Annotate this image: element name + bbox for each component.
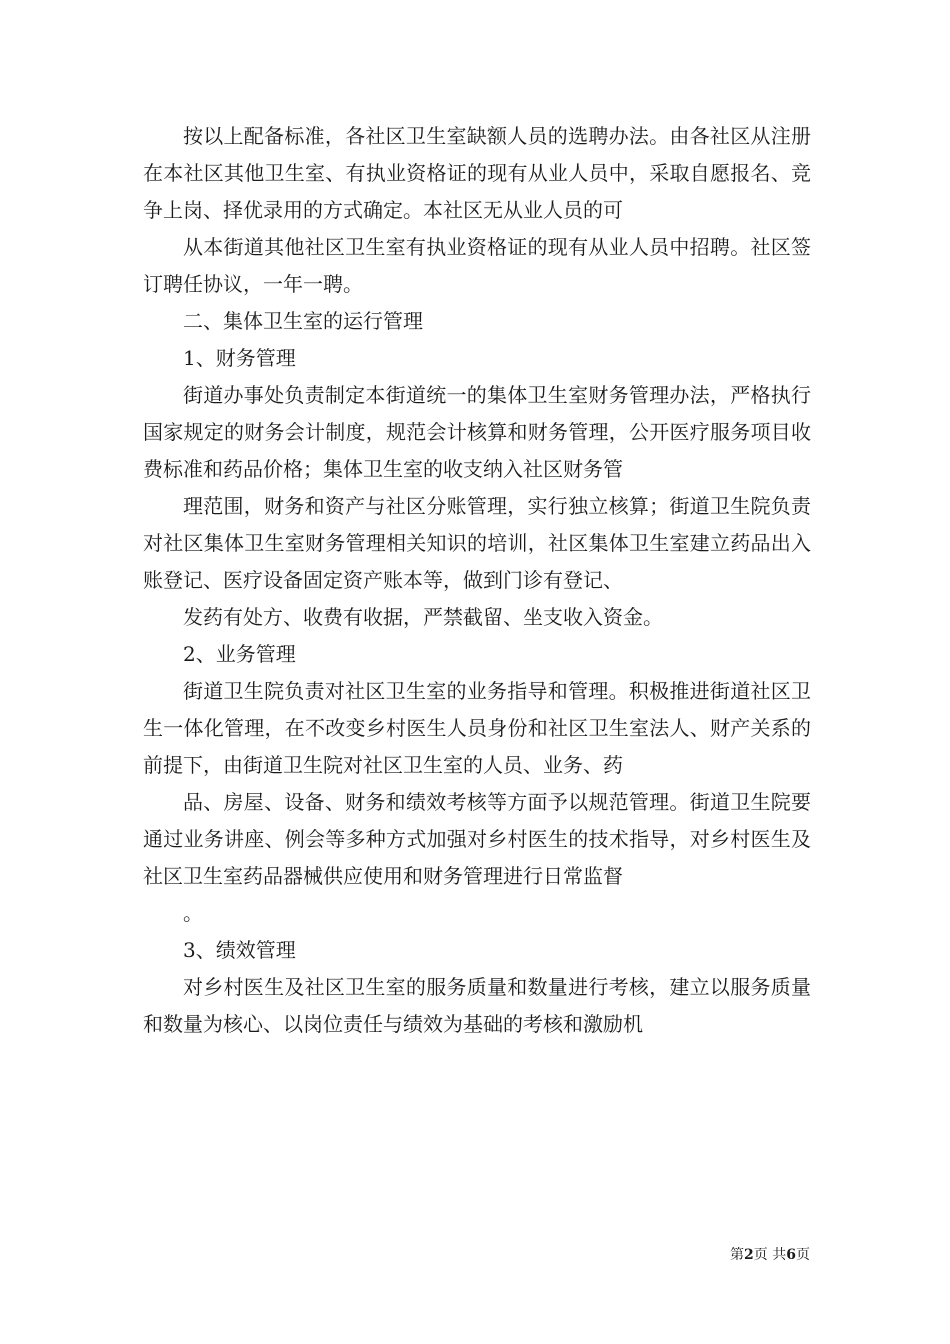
total-pages-number: 6 — [786, 1247, 796, 1263]
footer-suffix: 页 — [796, 1247, 810, 1263]
document-body — [143, 118, 811, 1043]
paragraph-8: 。 — [183, 901, 203, 925]
paragraph-4: 理范围，财务和资产与社区分账管理，实行独立核算；街道卫生院负责对社区集体卫生室财务管理相关知识的培训，社区集体卫生室建立药品出入账登记、医疗设备固定资产账本等，做到门诊有登记、 — [143, 494, 811, 592]
footer-middle: 页 共 — [753, 1247, 787, 1263]
paragraph-6: 街道卫生院负责对社区卫生室的业务指导和管理。积极推进街道社区卫生一体化管理，在不改变乡村医生人员身份和社区卫生室法人、财产关系的前提下，由街道卫生院对社区卫生室的人员、业务、药 — [143, 679, 811, 777]
paragraph-2: 从本街道其他社区卫生室有执业资格证的现有从业人员中招聘。社区签订聘任协议，一年一聘。 — [143, 235, 811, 296]
subheading-business: 2、业务管理 — [183, 642, 296, 666]
paragraph-3: 街道办事处负责制定本街道统一的集体卫生室财务管理办法，严格执行国家规定的财务会计制度，规范会计核算和财务管理，公开医疗服务项目收费标准和药品价格；集体卫生室的收支纳入社区财务管 — [143, 383, 811, 481]
subheading-finance: 1、财务管理 — [183, 346, 296, 370]
subheading-performance: 3、绩效管理 — [183, 938, 296, 962]
current-page-number: 2 — [744, 1247, 754, 1263]
page-number-footer — [730, 1246, 810, 1264]
paragraph-9: 对乡村医生及社区卫生室的服务质量和数量进行考核，建立以服务质量和数量为核心、以岗位责任与绩效为基础的考核和激励机 — [143, 975, 811, 1036]
section-heading-operation: 二、集体卫生室的运行管理 — [183, 309, 423, 333]
paragraph-5: 发药有处方、收费有收据，严禁截留、坐支收入资金。 — [183, 605, 663, 629]
footer-prefix: 第 — [730, 1247, 745, 1263]
paragraph-1: 按以上配备标准，各社区卫生室缺额人员的选聘办法。由各社区从注册在本社区其他卫生室、有执业资格证的现有从业人员中，采取自愿报名、竞争上岗、择优录用的方式确定。本社区无从业人员的可 — [143, 124, 811, 222]
paragraph-7: 品、房屋、设备、财务和绩效考核等方面予以规范管理。街道卫生院要通过业务讲座、例会等多种方式加强对乡村医生的技术指导，对乡村医生及社区卫生室药品器械供应使用和财务管理进行日常监督 — [143, 790, 811, 888]
